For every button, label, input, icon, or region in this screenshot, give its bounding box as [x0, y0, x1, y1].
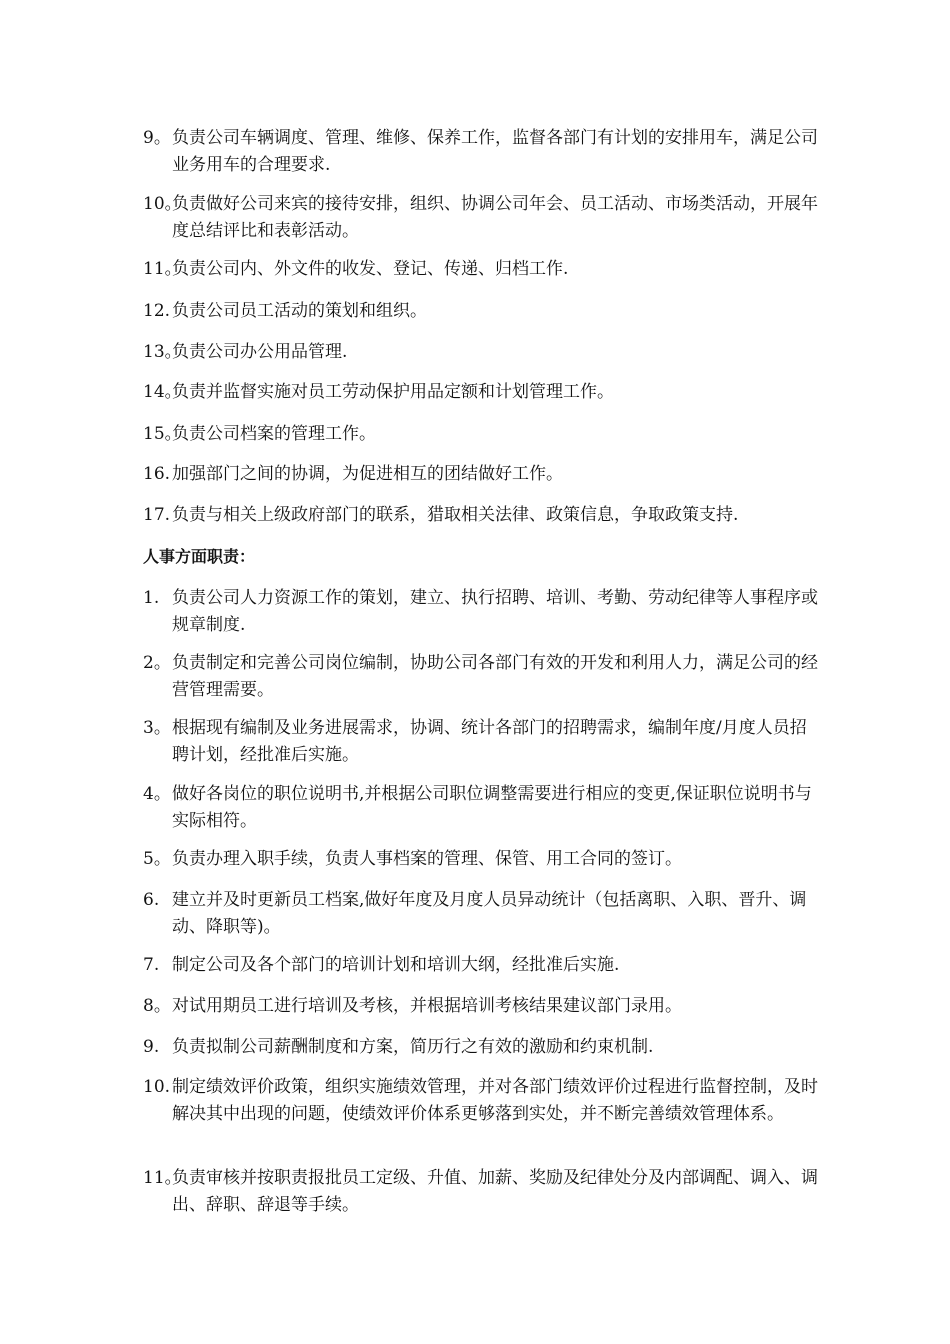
- list-item: [143, 461, 823, 488]
- list-item: [143, 887, 823, 941]
- item-text: 负责公司车辆调度、管理、维修、保养工作，监督各部门有计划的安排用车，满足公司业务用车的合理要求.: [172, 128, 818, 175]
- item-number: 10.: [143, 1077, 171, 1097]
- list-item: [143, 781, 823, 835]
- item-text: 负责并监督实施对员工劳动保护用品定额和计划管理工作。: [172, 382, 614, 402]
- list-item: [143, 421, 823, 448]
- list-item: [143, 256, 823, 283]
- list-item: [143, 952, 823, 979]
- item-text: 负责公司档案的管理工作。: [172, 424, 376, 444]
- item-number: 4。: [143, 784, 171, 804]
- item-text: 负责审核并按职责报批员工定级、升值、加薪、奖励及纪律处分及内部调配、调入、调出、辞职、辞退等手续。: [172, 1168, 818, 1215]
- item-number: 5。: [143, 849, 171, 869]
- list-item: [143, 191, 823, 245]
- item-text: 负责制定和完善公司岗位编制，协助公司各部门有效的开发和利用人力，满足公司的经营管理需要。: [172, 653, 818, 700]
- list-item: [143, 650, 823, 704]
- item-number: 3。: [143, 718, 171, 738]
- item-text: 负责做好公司来宾的接待安排，组织、协调公司年会、员工活动、市场类活动，开展年度总结评比和表彰活动。: [172, 194, 818, 241]
- item-text: 负责公司员工活动的策划和组织。: [172, 301, 427, 321]
- list-item: [143, 1074, 823, 1128]
- item-text: 负责公司人力资源工作的策划，建立、执行招聘、培训、考勤、劳动纪律等人事程序或规章制度.: [172, 588, 818, 635]
- item-number: 12.: [143, 301, 171, 321]
- list-item: [143, 993, 823, 1020]
- item-number: 13。: [143, 342, 182, 362]
- item-number: 10。: [143, 194, 182, 214]
- list-item: [143, 1165, 823, 1219]
- item-text: 建立并及时更新员工档案,做好年度及月度人员异动统计（包括离职、入职、晋升、调动、降职等)。: [172, 890, 807, 937]
- item-number: 1.: [143, 588, 160, 608]
- item-text: 负责公司内、外文件的收发、登记、传递、归档工作.: [172, 259, 569, 279]
- list-item: [143, 585, 823, 639]
- item-number: 6.: [143, 890, 160, 910]
- section-heading: 人事方面职责：: [143, 547, 256, 566]
- item-text: 制定公司及各个部门的培训计划和培训大纲，经批准后实施.: [172, 955, 620, 975]
- list-item: [143, 298, 823, 325]
- list-item: [143, 1034, 823, 1061]
- item-text: 做好各岗位的职位说明书,并根据公司职位调整需要进行相应的变更,保证职位说明书与实际相符。: [172, 784, 812, 831]
- item-text: 负责办理入职手续，负责人事档案的管理、保管、用工合同的签订。: [172, 849, 682, 869]
- item-number: 11。: [143, 1168, 182, 1188]
- item-number: 11。: [143, 259, 182, 279]
- list-item: [143, 502, 823, 529]
- item-number: 2。: [143, 653, 171, 673]
- item-number: 14。: [143, 382, 182, 402]
- list-item: [143, 339, 823, 366]
- list-item: [143, 379, 823, 406]
- item-number: 16.: [143, 464, 171, 484]
- item-text: 制定绩效评价政策，组织实施绩效管理，并对各部门绩效评价过程进行监督控制，及时解决其中出现的问题，使绩效评价体系更够落到实处，并不断完善绩效管理体系。: [172, 1077, 818, 1124]
- item-text: 加强部门之间的协调，为促进相互的团结做好工作。: [172, 464, 563, 484]
- item-text: 对试用期员工进行培训及考核，并根据培训考核结果建议部门录用。: [172, 996, 682, 1016]
- list-item: [143, 846, 823, 873]
- item-text: 根据现有编制及业务进展需求，协调、统计各部门的招聘需求，编制年度/月度人员招聘计划，经批准后实施。: [172, 718, 807, 765]
- item-text: 负责与相关上级政府部门的联系，猎取相关法律、政策信息，争取政策支持.: [172, 505, 739, 525]
- item-text: 负责拟制公司薪酬制度和方案，简历行之有效的激励和约束机制.: [172, 1037, 654, 1057]
- item-number: 15。: [143, 424, 182, 444]
- item-number: 8。: [143, 996, 171, 1016]
- item-text: 负责公司办公用品管理.: [172, 342, 348, 362]
- item-number: 7.: [143, 955, 160, 975]
- item-number: 9.: [143, 1037, 160, 1057]
- item-number: 17.: [143, 505, 171, 525]
- item-number: 9。: [143, 128, 171, 148]
- list-item: [143, 125, 823, 179]
- list-item: [143, 715, 823, 769]
